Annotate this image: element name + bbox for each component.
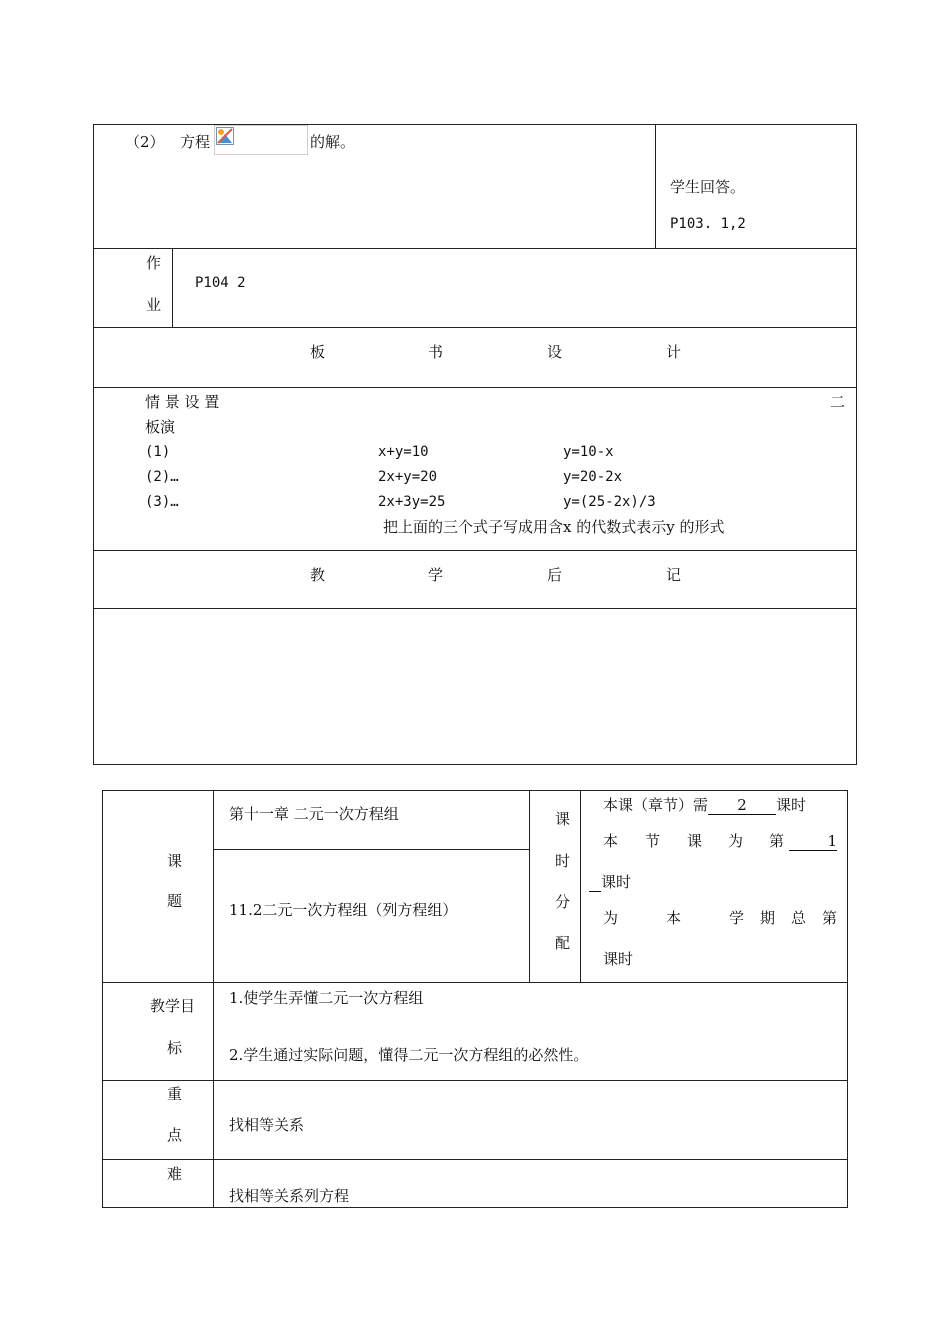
hours-line-3 [589,873,631,892]
chapter-title: 第十一章 二元一次方程组 [229,805,399,823]
row-divider [93,550,857,551]
hours-label-char: 分 [555,893,571,911]
topic-label-1: 课 [167,852,183,870]
section-title: 11.2二元一次方程组（列方程组） [229,901,458,919]
equation-result: y=(25-2x)/3 [563,494,656,510]
row-divider [93,387,857,388]
hours-line3-text: 课时 [601,873,632,891]
objective-item: 1.使学生弄懂二元一次方程组 [229,989,424,1007]
row-divider [102,982,848,983]
key-point-label-2: 点 [167,1126,183,1144]
col-divider [580,790,581,983]
hours-line4-char: 总 [791,909,807,927]
hours-line-5: 课时 [603,950,634,968]
objective-item: 2.学生通过实际问题，懂得二元一次方程组的必然性。 [229,1046,589,1064]
broken-image-icon [216,127,234,145]
hours-label-char: 配 [555,934,571,952]
hours-label-char: 时 [555,852,571,870]
scene-label: 情 景 设 置 [145,393,220,411]
board-header-char: 书 [428,343,444,361]
item-suffix: 的解。 [310,133,356,151]
objectives-label-1: 教学目 [150,997,196,1015]
textbook-reference: P103. 1,2 [670,216,746,232]
equation: 2x+y=20 [378,469,438,485]
hours-line2-char: 节 [645,832,661,850]
notes-header-char: 教 [310,566,326,584]
row-number: (1) [145,444,171,460]
equation-result: y=20-2x [563,469,623,485]
row1-divider [655,124,656,248]
hours-line4-char: 为 [603,909,619,927]
hours-line2-char: 为 [728,832,744,850]
row-number: (2)… [145,469,179,485]
item-number: （2） [125,133,165,151]
col-divider [213,790,214,1208]
notes-header-char: 后 [547,566,563,584]
objectives-label-2: 标 [167,1039,183,1057]
hours-line2-char: 课 [687,832,703,850]
col-divider [529,790,530,983]
hours-line4-char: 本 [666,909,682,927]
hours-line4-char: 学 [729,909,745,927]
homework-label-2: 业 [146,296,162,314]
board-header-char: 计 [666,343,682,361]
equation: x+y=10 [378,444,429,460]
hours-line-1 [603,796,806,815]
key-point-label-1: 重 [167,1085,183,1103]
demo-label: 板演 [145,418,176,436]
equation: 2x+3y=25 [378,494,446,510]
topic-label-2: 题 [167,892,183,910]
hours-required-value: 2 [708,796,776,815]
hours-section-value [789,832,837,851]
difficulty-content: 找相等关系列方程 [229,1187,350,1205]
key-point-content: 找相等关系 [229,1116,305,1134]
board-header-char: 设 [547,343,563,361]
row-divider [93,327,857,328]
notes-header-char: 学 [428,566,444,584]
homework-divider [172,248,173,328]
item-text: 方程 [180,133,211,151]
notes-header-char: 记 [666,566,682,584]
hours-label-char: 课 [555,810,571,828]
equation-image-placeholder [214,125,308,155]
row-divider [102,1159,848,1160]
hours-line1-suffix: 课时 [776,796,807,814]
board-header-char: 板 [310,343,326,361]
hours-line4-char: 期 [760,909,776,927]
hours-line1-prefix: 本课（章节）需 [603,796,709,814]
hours-line4-char: 第 [822,909,838,927]
instruction-text: 把上面的三个式子写成用含x 的代数式表示y 的形式 [383,518,725,536]
homework-label-1: 作 [146,254,162,272]
homework-content: P104 2 [195,275,246,291]
difficulty-label: 难 [167,1165,183,1183]
hours-line2-char: 本 [603,832,619,850]
row-divider [93,248,857,249]
student-answer: 学生回答。 [670,178,746,196]
hours-section-number: 1 [789,832,837,851]
hours-line3-blank [589,873,601,892]
topic-divider [213,849,529,850]
row-divider [102,1080,848,1081]
hours-line2-char: 第 [769,832,785,850]
corner-char: 二 [830,393,846,411]
row-number: (3)… [145,494,179,510]
equation-result: y=10-x [563,444,614,460]
row-divider [93,608,857,609]
